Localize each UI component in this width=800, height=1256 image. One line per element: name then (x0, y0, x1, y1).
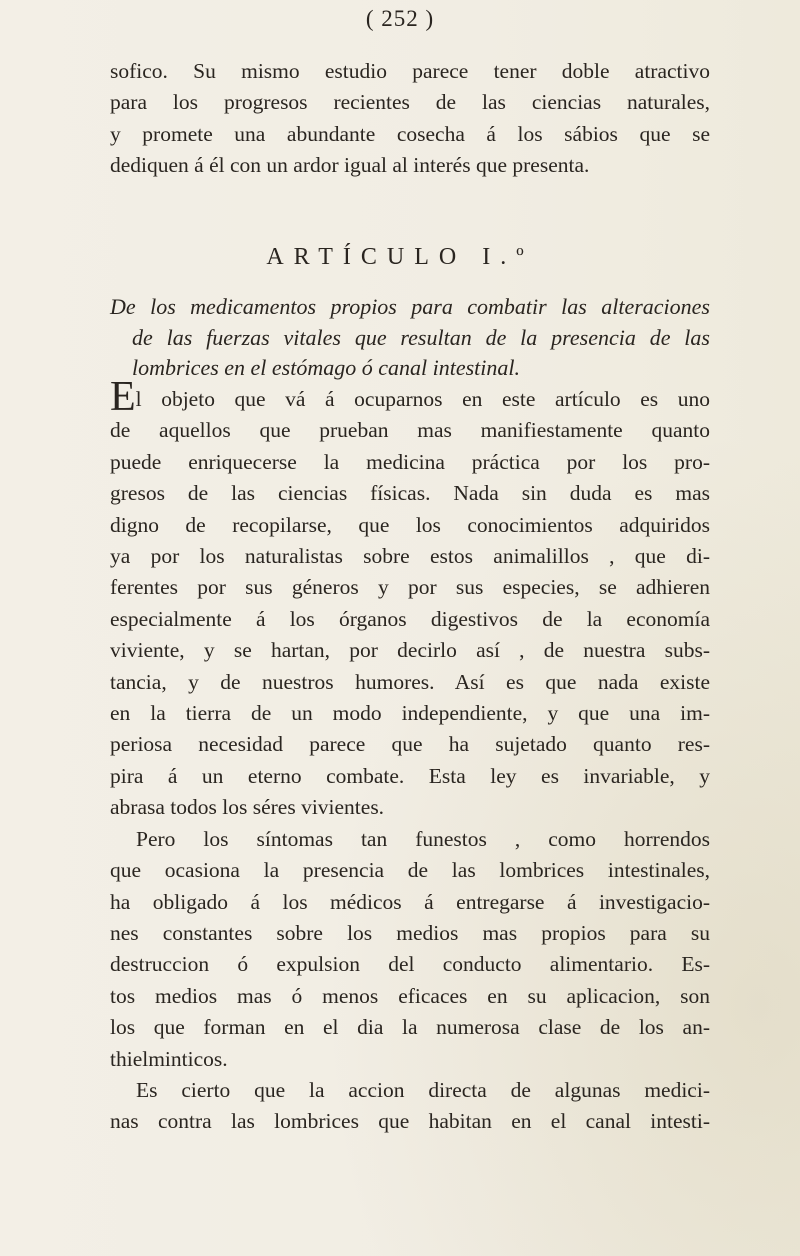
text-line: ya por los naturalistas sobre estos animalillos , que di- (110, 544, 710, 569)
text-line: pira á un eterno combate. Esta ley es invariable, y (110, 763, 710, 788)
text-line: periosa necesidad parece que ha sujetado quanto res- (110, 732, 710, 757)
text-line: los que forman en el dia la numerosa clase de los an- (110, 1015, 710, 1040)
text-line: y promete una abundante cosecha á los sábios que se (110, 121, 710, 146)
text-line: para los progresos recientes de las ciencias naturales, (110, 90, 710, 115)
text-line: especialmente á los órganos digestivos de la economía (110, 606, 710, 631)
subheading-line: lombrices en el estómago ó canal intestinal. (132, 355, 520, 381)
text-line: viviente, y se hartan, por decirlo así , de nuestra subs- (110, 638, 710, 663)
text-line: Es cierto que la accion directa de algunas medici- (136, 1077, 710, 1102)
text-line: tos medios mas ó menos eficaces en su aplicacion, son (110, 983, 710, 1008)
text-line: destruccion ó expulsion del conducto alimentario. Es- (110, 952, 710, 977)
text-line: ferentes por sus géneros y por sus especies, se adhieren (110, 575, 710, 600)
text-line-first-rest: l objeto que vá á ocuparnos en este artículo es uno (135, 387, 710, 411)
text-line-first (110, 374, 710, 420)
text-line: tancia, y de nuestros humores. Así es que nada existe (110, 669, 710, 694)
text-line: thielminticos. (110, 1046, 228, 1071)
text-line: puede enriquecerse la medicina práctica por los pro- (110, 449, 710, 474)
text-line: que ocasiona la presencia de las lombrices intestinales, (110, 858, 710, 883)
text-line: nas contra las lombrices que habitan en el canal intesti- (110, 1109, 710, 1134)
subheading-line: De los medicamentos propios para combatir las alteraciones (110, 294, 710, 319)
text-line: abrasa todos los séres vivientes. (110, 795, 385, 820)
article-subheading (110, 292, 710, 384)
text-line: sofico. Su mismo estudio parece tener doble atractivo (110, 59, 710, 83)
article-heading: ARTÍCULO I.º (266, 244, 534, 270)
text-line: Pero los síntomas tan funestos , como horrendos (136, 826, 710, 851)
paragraph-main (110, 374, 710, 1138)
text-line: dediquen á él con un ardor igual al interés que presenta. (110, 153, 590, 178)
text-line: nes constantes sobre los medios mas propios para su (110, 920, 710, 945)
drop-cap: E (110, 374, 136, 420)
subheading-line: de las fuerzas vitales que resultan de la presencia de las (132, 324, 710, 350)
text-line: digno de recopilarse, que los conocimientos adquiridos (110, 512, 710, 537)
paragraph-intro (110, 56, 710, 182)
page-number: ( 252 ) (365, 6, 435, 31)
text-line: en la tierra de un modo independiente, y que una im- (110, 701, 710, 726)
text-line: de aquellos que prueban mas manifiestamente quanto (110, 418, 710, 443)
text-line: ha obligado á los médicos á entregarse á investigacio- (110, 889, 710, 914)
text-line: gresos de las ciencias físicas. Nada sin duda es mas (110, 481, 710, 506)
